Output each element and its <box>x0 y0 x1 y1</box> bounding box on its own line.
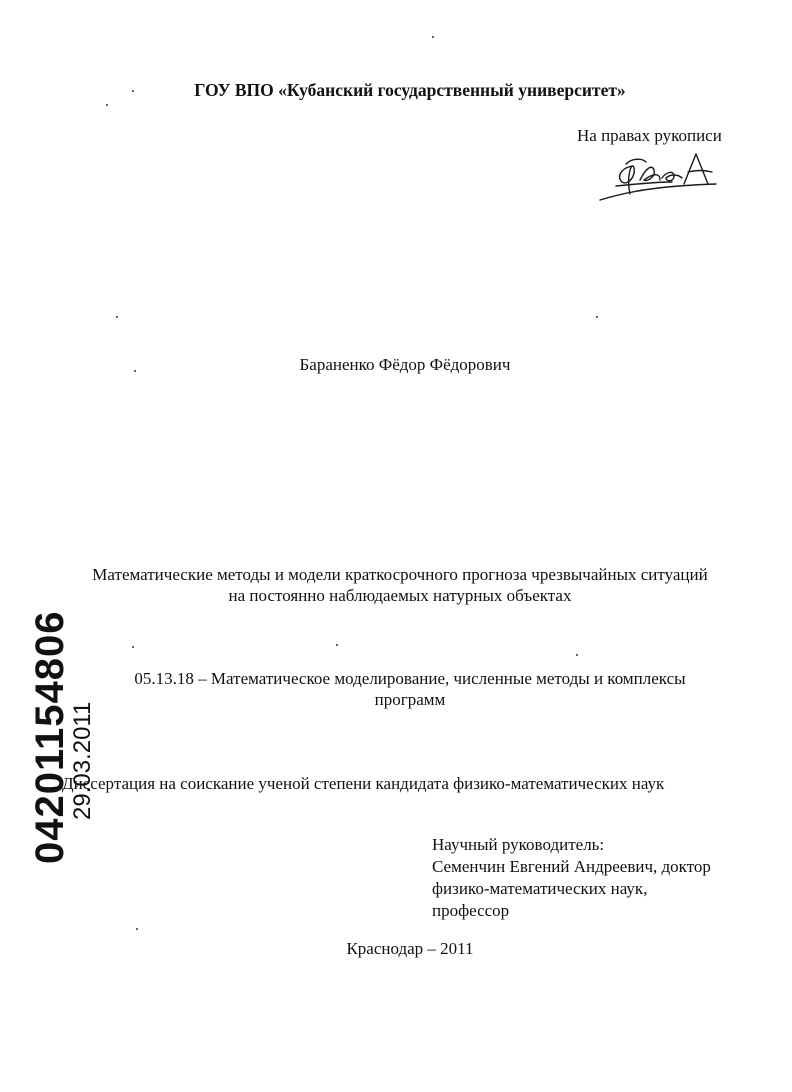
advisor-label: Научный руководитель: <box>432 835 605 854</box>
scan-speck <box>106 104 108 106</box>
advisor-line: Семенчин Евгений Андреевич, доктор <box>432 857 711 876</box>
scan-speck <box>576 654 578 656</box>
scan-speck <box>336 644 338 646</box>
scan-speck <box>116 316 118 318</box>
handwritten-signature <box>596 146 726 206</box>
dissertation-title-line: на постоянно наблюдаемых натурных объектах <box>228 586 572 605</box>
university-name: ГОУ ВПО «Кубанский государственный университет» <box>194 80 626 100</box>
scan-speck <box>596 316 598 318</box>
advisor-line: профессор <box>432 901 510 920</box>
dissertation-title <box>40 564 760 606</box>
specialty-line: программ <box>374 690 446 709</box>
dissertation-title-line: Математические методы и модели краткосрочного прогноза чрезвычайных ситуаций <box>92 565 708 584</box>
author-name: Бараненко Фёдор Фёдорович <box>299 355 511 374</box>
city-year: Краснодар – 2011 <box>346 939 474 958</box>
stamp-number: 04201154806 <box>28 610 72 864</box>
advisor-line: физико-математических наук, <box>432 879 648 898</box>
stamp-date: 29.03.2011 <box>69 701 96 820</box>
scan-speck <box>132 646 134 648</box>
specialty-line: 05.13.18 – Математическое моделирование, численные методы и комплексы <box>134 669 686 688</box>
scan-speck <box>136 928 138 930</box>
specialty <box>90 668 730 710</box>
manuscript-rights-note: На правах рукописи <box>577 126 722 145</box>
library-stamp <box>30 611 96 865</box>
scientific-advisor <box>432 834 752 922</box>
scan-speck <box>432 36 434 38</box>
degree-statement: Диссертация на соискание ученой степени кандидата физико-математических наук <box>62 774 665 793</box>
